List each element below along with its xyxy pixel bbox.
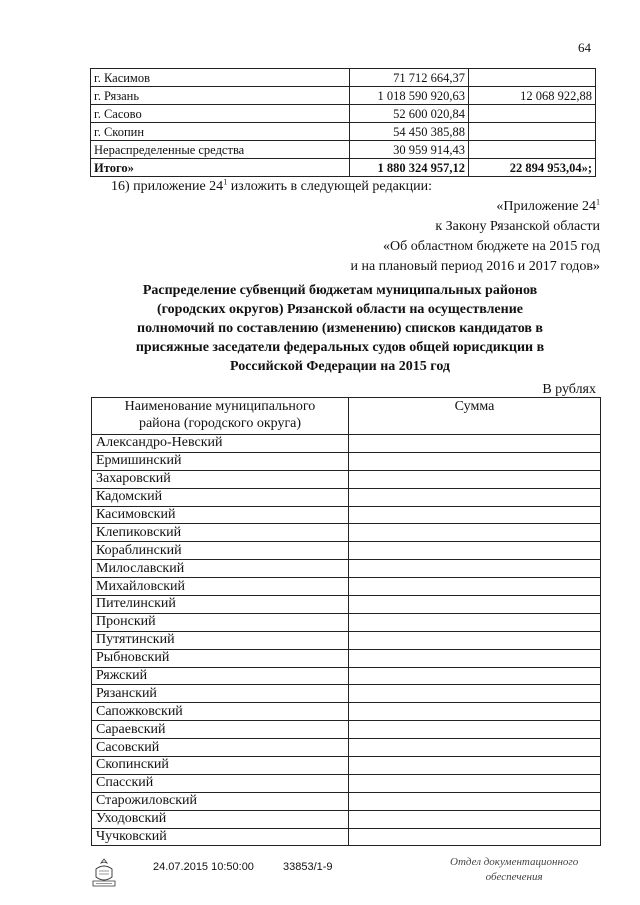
summary-row-amount: 54 450 385,88 [350,123,469,141]
sum-cell [349,649,601,667]
summary-row-extra: 12 068 922,88 [469,87,596,105]
appendix-line-1: «Приложение $24^1$ [496,197,600,214]
table-row [92,667,601,685]
district-name-cell: Рязанский [92,685,349,703]
district-name-cell: Клепиковский [92,524,349,542]
summary-row [91,69,596,87]
sum-cell [349,596,601,614]
summary-row-amount: 1 880 324 957,12 [350,159,469,177]
summary-row [91,87,596,105]
district-name-cell: Александро-Невский [92,435,349,453]
sum-cell [349,435,601,453]
district-name-cell: Рыбновский [92,649,349,667]
district-name-cell: Скопинский [92,757,349,775]
summary-row-extra [469,123,596,141]
title-line-5: Российской Федерации на 2015 год [229,359,450,374]
district-name-cell: Ермишинский [92,452,349,470]
summary-row-extra [469,105,596,123]
column-header-name-line-2: района (городского округа) [138,416,302,431]
sum-cell [349,703,601,721]
table-row [92,739,601,757]
table-row [92,685,601,703]
summary-row-amount: 71 712 664,37 [350,69,469,87]
table-row [92,596,601,614]
footer-dept-line-2: обеспечения [485,871,543,883]
table-row [92,470,601,488]
appendix-line-3: «Об областном бюджете на 2015 год [383,239,600,254]
summary-row [91,105,596,123]
sum-cell [349,542,601,560]
amendment-item-text [111,179,432,195]
title-line-2: (городских округов) Рязанской области на осуществление [157,302,523,317]
summary-row-name: г. Сасово [91,105,350,123]
column-header-name [92,398,349,435]
table-row [92,435,601,453]
table-row [92,506,601,524]
summary-row-amount: 1 018 590 920,63 [350,87,469,105]
table-row [92,721,601,739]
column-header-sum: Сумма [349,398,601,435]
appendix-line-4: и на плановый период 2016 и 2017 годов» [350,259,600,274]
summary-row-name: г. Касимов [91,69,350,87]
item-text-after: изложить в следующей редакции: [227,179,432,194]
table-row [92,810,601,828]
sum-cell [349,828,601,846]
sum-cell [349,488,601,506]
table-row [92,488,601,506]
table-row [92,578,601,596]
document-title [120,281,560,376]
district-name-cell: Спасский [92,774,349,792]
table-row [92,452,601,470]
footer-document-number: 33853/1-9 [283,861,333,873]
district-name-cell: Чучковский [92,828,349,846]
currency-note: В рублях [542,382,596,397]
district-name-cell: Сасовский [92,739,349,757]
table-row [92,703,601,721]
sum-cell [349,685,601,703]
district-name-cell: Касимовский [92,506,349,524]
district-name-cell: Пронский [92,613,349,631]
summary-row-name: Итого» [91,159,350,177]
sum-cell [349,810,601,828]
summary-row [91,141,596,159]
appendix-header [350,197,600,277]
summary-row [91,123,596,141]
sum-cell [349,721,601,739]
summary-row-name: г. Рязань [91,87,350,105]
footer-timestamp: 24.07.2015 10:50:00 [153,861,254,873]
table-row [92,542,601,560]
summary-row-extra [469,69,596,87]
sum-cell [349,667,601,685]
sum-cell [349,739,601,757]
summary-row-extra: 22 894 953,04»; [469,159,596,177]
summary-row-amount: 52 600 020,84 [350,105,469,123]
summary-row-extra [469,141,596,159]
district-name-cell: Захаровский [92,470,349,488]
table-row [92,560,601,578]
sum-cell [349,757,601,775]
table-row [92,792,601,810]
subvention-distribution-table [91,397,601,846]
table-row [92,613,601,631]
district-name-cell: Михайловский [92,578,349,596]
item-text-before: 16) приложение 24 [111,179,224,194]
sum-cell [349,792,601,810]
sum-cell [349,631,601,649]
summary-row-name: Нераспределенные средства [91,141,350,159]
table-row [92,524,601,542]
title-line-4: присяжные заседатели федеральных судов общей юрисдикции в [135,340,545,355]
district-name-cell: Кадомский [92,488,349,506]
table-row [92,828,601,846]
title-line-1: Распределение субвенций бюджетам муниципальных районов [142,283,538,298]
sum-cell [349,774,601,792]
district-name-cell: Сапожковский [92,703,349,721]
sum-cell [349,578,601,596]
district-name-cell: Путятинский [92,631,349,649]
item-text-superscript: 1 [223,177,228,187]
district-name-cell: Уходовский [92,810,349,828]
table-row [92,774,601,792]
sum-cell [349,560,601,578]
appendix-line-2: к Закону Рязанской области [435,219,600,234]
table-header-row [92,398,601,435]
sum-cell [349,452,601,470]
sum-cell [349,506,601,524]
sum-cell [349,613,601,631]
district-name-cell: Старожиловский [92,792,349,810]
summary-row-name: г. Скопин [91,123,350,141]
budget-summary-table [90,68,596,177]
sum-cell [349,524,601,542]
district-name-cell: Ряжский [92,667,349,685]
table-row [92,649,601,667]
table-row [92,631,601,649]
footer-department-stamp [450,855,578,885]
district-name-cell: Пителинский [92,596,349,614]
table-row [92,757,601,775]
summary-row [91,159,596,177]
district-name-cell: Кораблинский [92,542,349,560]
page-number: 64 [578,40,591,55]
district-name-cell: Сараевский [92,721,349,739]
sum-cell [349,470,601,488]
column-header-name-line-1: Наименование муниципального [124,399,316,414]
coat-of-arms-logo [90,857,118,889]
district-name-cell: Милославский [92,560,349,578]
footer-dept-line-1: Отдел документационного [450,856,579,868]
summary-row-amount: 30 959 914,43 [350,141,469,159]
title-line-3: полномочий по составлению (изменению) списков кандидатов в [137,321,543,336]
